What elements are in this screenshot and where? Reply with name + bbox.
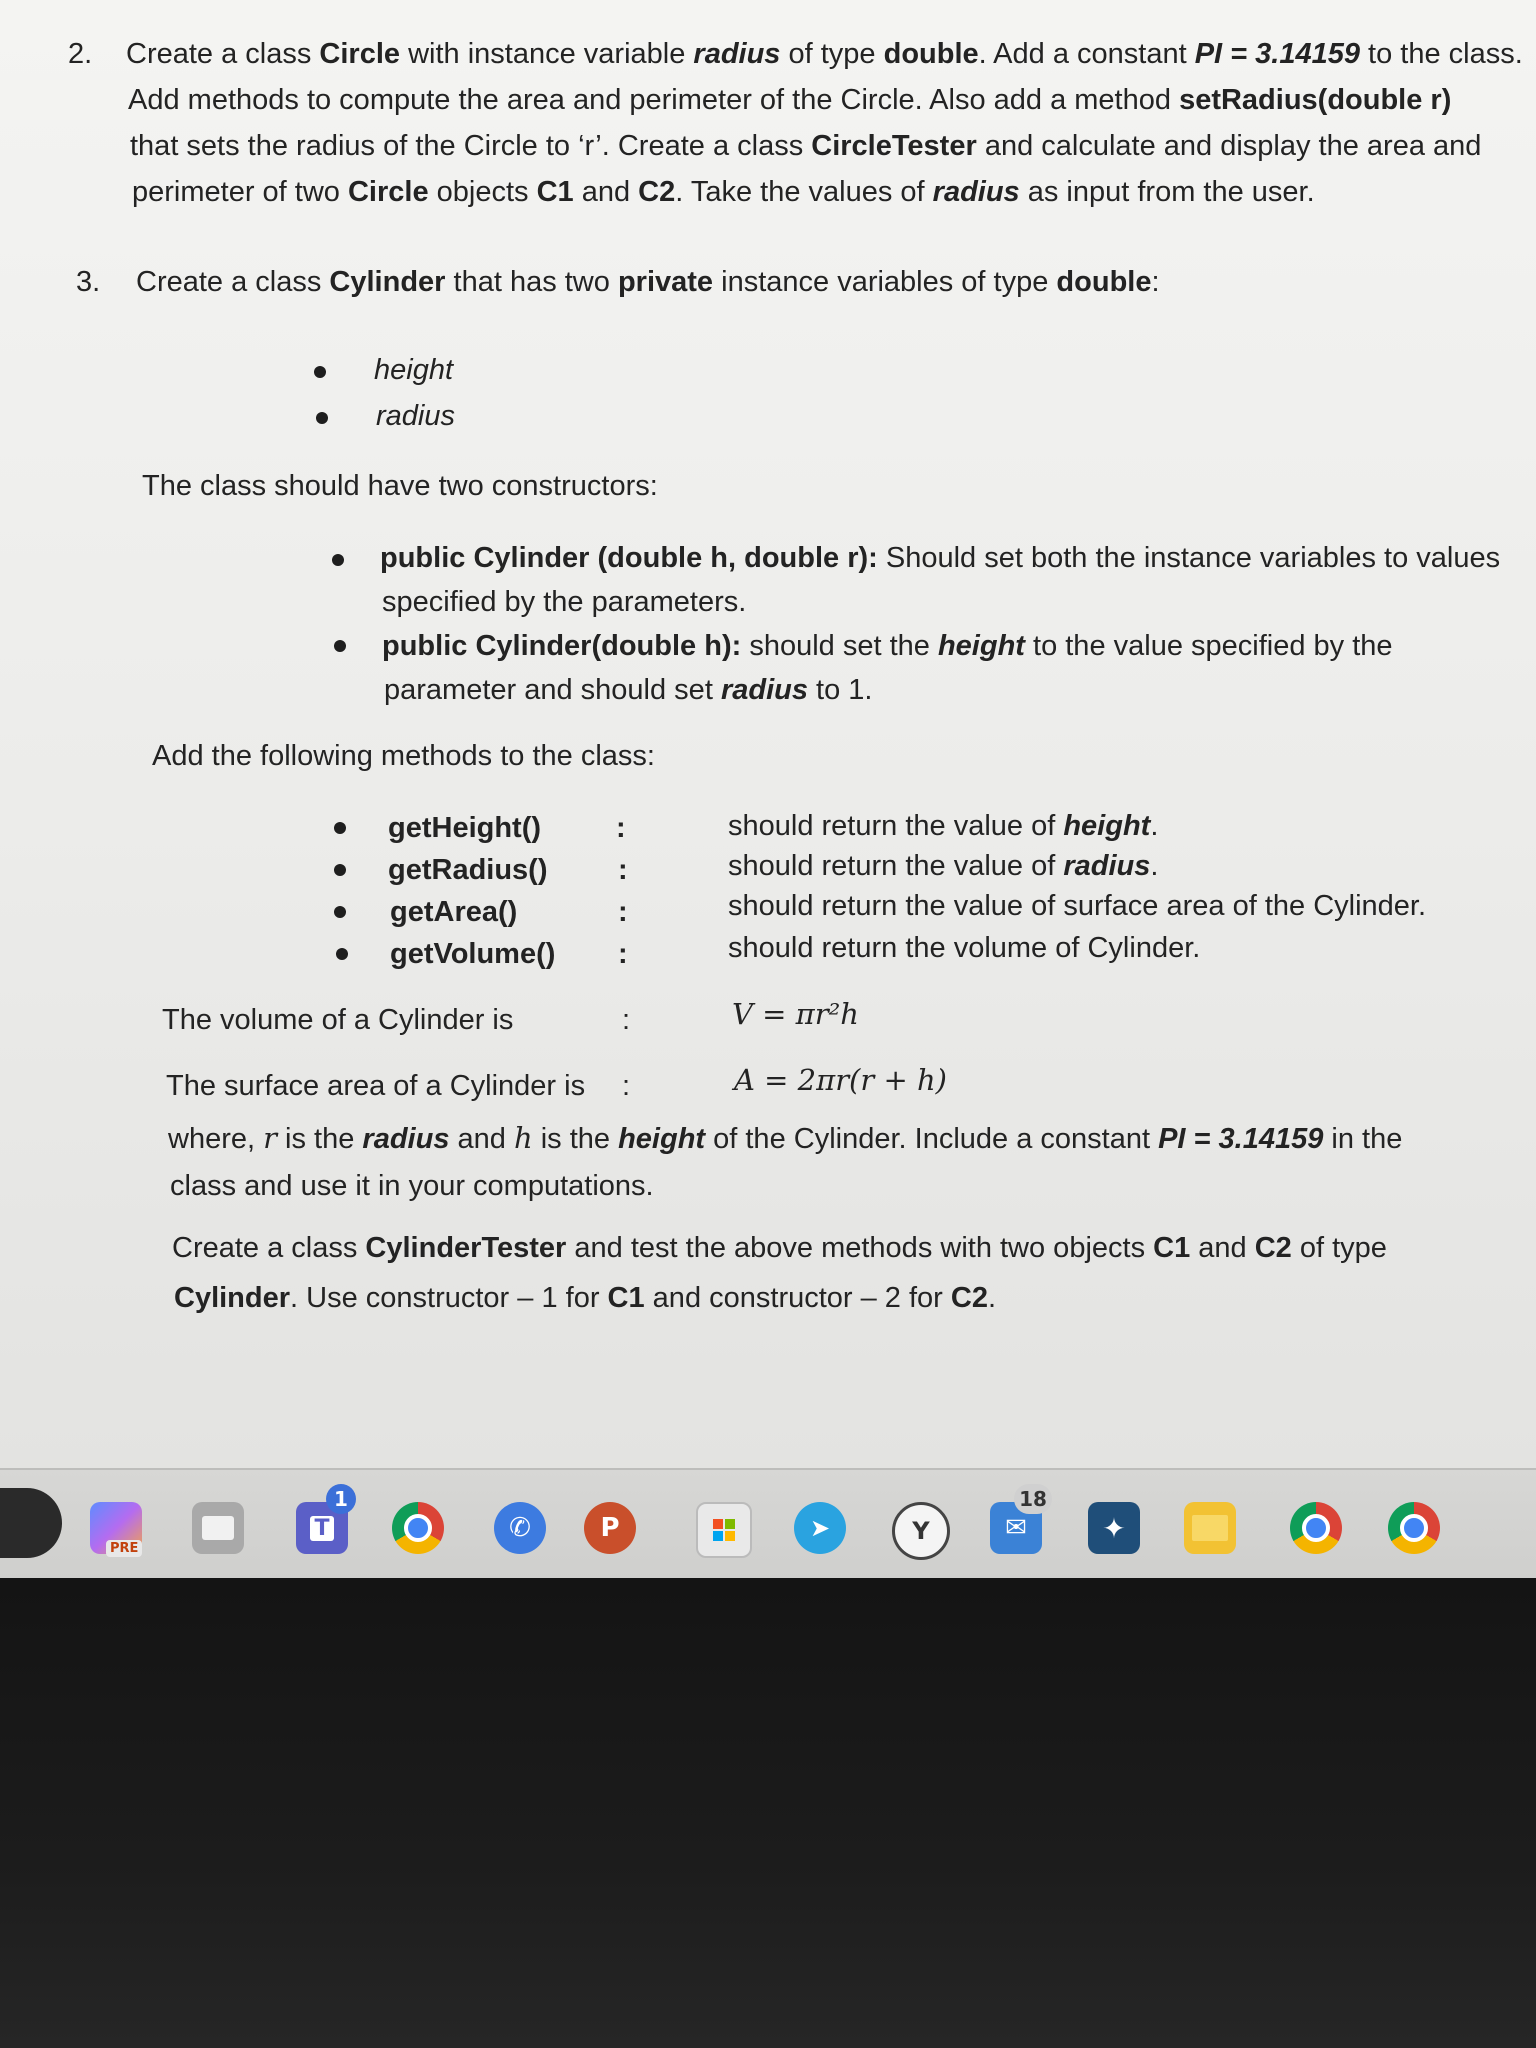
area-formula: A = 2πr(r + h) [734,1063,947,1097]
chrome-center [1302,1514,1330,1542]
microsoft-store-icon[interactable] [696,1502,752,1558]
method-separator: : [616,812,626,844]
phone-glyph: ✆ [509,1513,531,1543]
constructor-2-line-2: parameter and should set radius to 1. [384,674,873,706]
store-glyph [713,1519,735,1541]
q2-line-4: perimeter of two Circle objects C1 and C2. Take the values of radius as input from the user. [132,176,1315,208]
telegram-glyph: ➤ [809,1514,831,1542]
question-2-number: 2. [68,38,93,70]
var-height: height [374,354,454,386]
clock-glyph: Y [912,1517,930,1545]
bullet [316,412,328,424]
teams-letter: T [310,1516,333,1541]
file-explorer-icon[interactable] [192,1502,244,1554]
method-getheight: getHeight() [388,812,542,844]
method-getarea-desc: should return the value of surface area of the Cylinder. [728,890,1427,922]
bullet [332,554,344,566]
chrome-center [1400,1514,1428,1542]
method-getarea: getArea() [390,896,518,928]
chrome-icon[interactable] [392,1502,444,1554]
q2-line-2: Add methods to compute the area and perimeter of the Circle. Also add a method setRadius(double r) [128,84,1452,116]
constructors-heading: The class should have two constructors: [142,470,658,502]
where-line-1: where, r is the radius and h is the height of the Cylinder. Include a constant PI = 3.14159 in the [168,1121,1403,1155]
chrome-profile-icon[interactable] [1290,1502,1342,1554]
where-line-2: class and use it in your computations. [170,1170,654,1202]
phone-link-icon[interactable] [494,1502,546,1554]
volume-separator: : [622,1004,631,1036]
constructor-2-line-1: public Cylinder(double h): should set the height to the value specified by the [382,630,1393,662]
window-glyph [202,1516,234,1540]
constructor-1-line-2: specified by the parameters. [382,586,747,618]
laptop-bezel [0,1578,1536,2048]
volume-label: The volume of a Cylinder is [162,1004,514,1036]
methods-heading: Add the following methods to the class: [152,740,655,772]
tester-line-2: Cylinder. Use constructor – 1 for C1 and constructor – 2 for C2. [174,1282,997,1314]
tester-line-1: Create a class CylinderTester and test the above methods with two objects C1 and C2 of type [172,1232,1387,1264]
bullet [334,906,346,918]
chrome-profile-s-icon[interactable] [1388,1502,1440,1554]
constructor-1-line-1: public Cylinder (double h, double r): Should set both the instance variables to values [380,542,1501,574]
search-pill[interactable] [0,1488,62,1558]
preview-badge: PRE [106,1540,142,1557]
envelope-glyph: ✉ [1005,1513,1027,1543]
area-separator: : [622,1070,631,1102]
method-getvolume: getVolume() [390,938,556,970]
teams-badge: 1 [326,1484,356,1514]
q3-intro: Create a class Cylinder that has two private instance variables of type double: [136,266,1160,298]
method-separator: : [618,896,628,928]
method-separator: : [618,854,628,886]
bullet [334,640,346,652]
copilot-icon[interactable] [90,1502,142,1554]
volume-formula: V = πr²h [732,997,859,1031]
method-getradius-desc: should return the value of radius. [728,850,1159,882]
powerpoint-letter: P [600,1513,620,1543]
q2-line-1: Create a class Circle with instance variable radius of type double. Add a constant PI = 3.14159 to the class. [126,38,1523,70]
var-radius: radius [376,400,455,432]
mail-icon[interactable] [990,1487,1047,1554]
teams-icon[interactable] [296,1487,348,1554]
folder-glyph [1192,1515,1228,1541]
clock-icon[interactable] [892,1502,950,1560]
telegram-icon[interactable] [794,1502,846,1554]
question-3-number: 3. [76,266,101,298]
bullet [314,366,326,378]
snipping-tool-icon[interactable] [1088,1502,1140,1554]
mail-badge: 18 [1014,1484,1052,1514]
q2-line-3: that sets the radius of the Circle to ‘r’. Create a class CircleTester and calculate and display the area and [130,130,1482,162]
method-getvolume-desc: should return the volume of Cylinder. [728,932,1201,964]
method-separator: : [618,938,628,970]
area-label: The surface area of a Cylinder is [166,1070,586,1102]
folder-icon[interactable] [1184,1502,1236,1554]
powerpoint-icon[interactable] [584,1502,636,1554]
bullet [336,948,348,960]
method-getheight-desc: should return the value of height. [728,810,1159,842]
chrome-center [404,1514,432,1542]
taskbar [0,1468,1536,1580]
method-getradius: getRadius() [388,854,548,886]
star-glyph: ✦ [1102,1511,1126,1545]
bullet [334,822,346,834]
bullet [334,864,346,876]
